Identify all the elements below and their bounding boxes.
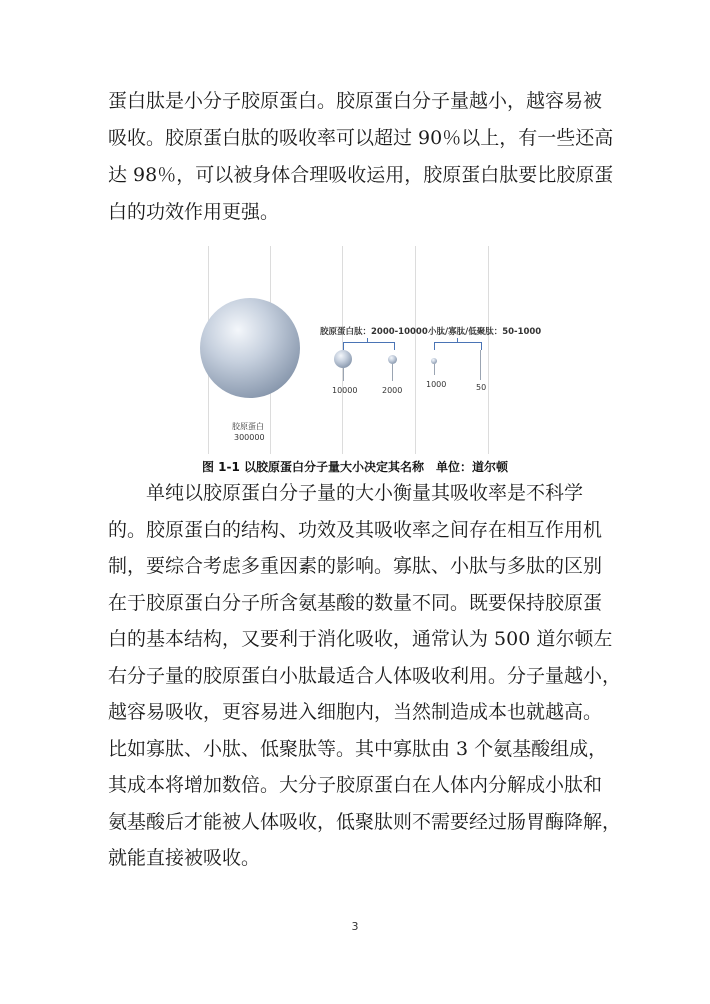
small-peptide-1000-value: 1000 xyxy=(426,380,447,389)
collagen-value: 300000 xyxy=(234,433,265,442)
stem xyxy=(434,364,435,375)
molecular-weight-figure xyxy=(170,246,550,454)
text-line: 氨基酸后才能被人体吸收，低聚肽则不需要经过肠胃酶降解， xyxy=(108,810,622,833)
small-peptide-group-label: 小肽/寡肽/低聚肽：50-1000 xyxy=(428,327,542,337)
text-line: 其成本将增加数倍。大分子胶原蛋白在人体内分解成小肽和 xyxy=(108,774,603,796)
peptide-10000-sphere xyxy=(334,350,352,368)
text-line: 比如寡肽、小肽、低聚肽等。其中寡肽由 3 个氨基酸组成， xyxy=(108,737,608,760)
bracket-tick xyxy=(367,338,368,343)
bracket-tick xyxy=(457,338,458,343)
collagen-label: 胶原蛋白 xyxy=(232,422,264,431)
text-line: 的。胶原蛋白的结构、功效及其吸收率之间存在相互作用机 xyxy=(108,518,603,541)
grid-line xyxy=(415,246,416,454)
text-line: 越容易吸收，更容易进入细胞内，当然制造成本也就越高。 xyxy=(108,701,603,723)
peptide-2000-value: 2000 xyxy=(382,386,403,395)
stem xyxy=(343,368,344,381)
text-line: 达 98％，可以被身体合理吸收运用，胶原蛋白肽要比胶原蛋 xyxy=(108,164,614,186)
peptide-2000-sphere xyxy=(388,355,397,364)
peptide-group-label: 胶原蛋白肽：2000-10000 xyxy=(320,327,428,337)
text-line: 制，要综合考虑多重因素的影响。寡肽、小肽与多肽的区别 xyxy=(108,555,603,577)
stem xyxy=(392,364,393,381)
collagen-sphere xyxy=(200,298,300,398)
peptide-10000-value: 10000 xyxy=(332,386,358,395)
text-line: 蛋白肽是小分子胶原蛋白。胶原蛋白分子量越小，越容易被 xyxy=(108,90,603,112)
peptide-bracket xyxy=(343,342,395,350)
text-line: 白的基本结构，又要利于消化吸收，通常认为 500 道尔顿左 xyxy=(108,628,613,650)
figure-caption: 图 1-1 以胶原蛋白分子量大小决定其名称 单位：道尔顿 xyxy=(201,460,509,474)
text-line: 单纯以胶原蛋白分子量的大小衡量其吸收率是不科学 xyxy=(108,482,584,504)
text-line: 吸收。胶原蛋白肽的吸收率可以超过 90％以上，有一些还高 xyxy=(108,127,614,149)
grid-line xyxy=(488,246,489,454)
page-number: 3 xyxy=(351,920,359,933)
stem xyxy=(480,350,481,380)
small-peptide-bracket xyxy=(434,342,482,350)
text-line: 白的功效作用更强。 xyxy=(108,201,280,223)
text-line: 就能直接被吸收。 xyxy=(108,847,261,869)
small-peptide-50-value: 50 xyxy=(476,383,487,392)
text-line: 在于胶原蛋白分子所含氨基酸的数量不同。既要保持胶原蛋 xyxy=(108,591,603,614)
text-line: 右分子量的胶原蛋白小肽最适合人体吸收利用。分子量越小， xyxy=(108,664,622,687)
